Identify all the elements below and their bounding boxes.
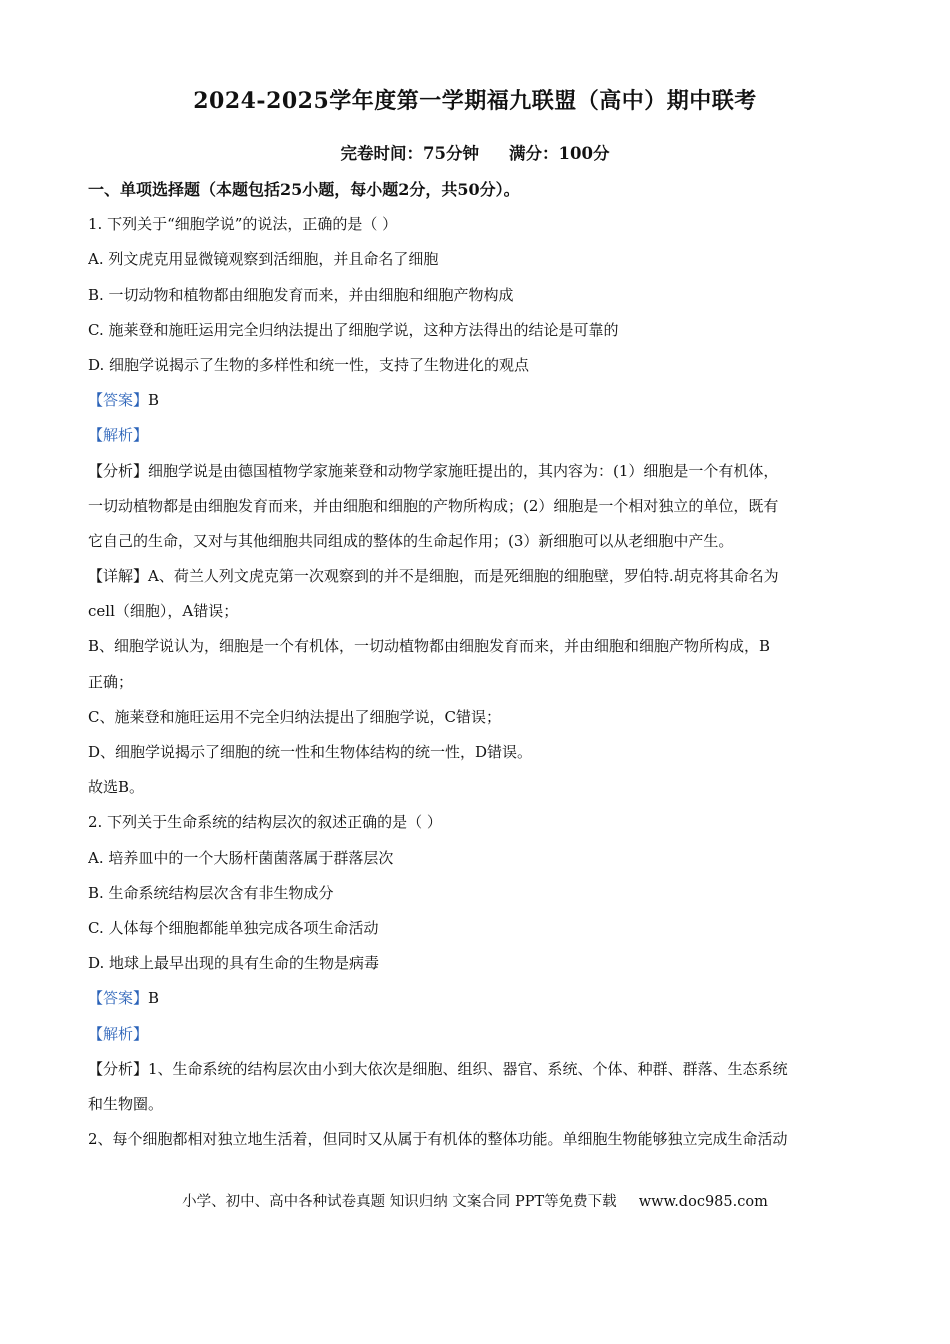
question-2-analysis bbox=[88, 1017, 868, 1052]
question-1-answer bbox=[88, 383, 868, 418]
question-2-fenxi-line-1 bbox=[88, 1052, 868, 1087]
document-body bbox=[88, 172, 868, 1157]
detail-text: A、荷兰人列文虎克第一次观察到的并不是细胞，而是死细胞的细胞壁，罗伯特.胡克将其命名为 bbox=[148, 567, 779, 586]
answer-tag: 【答案】 bbox=[88, 989, 149, 1008]
question-1-conclusion: 故选B。 bbox=[88, 778, 145, 797]
footer-site-link[interactable]: www.doc985.com bbox=[638, 1194, 768, 1210]
question-1-stem: 1. 下列关于“细胞学说”的说法，正确的是（ ） bbox=[88, 215, 398, 234]
analysis-tag: 【解析】 bbox=[88, 426, 149, 445]
question-2-answer bbox=[88, 981, 868, 1016]
answer-value: B bbox=[148, 989, 160, 1008]
question-1-option-d: D. 细胞学说揭示了生物的多样性和统一性，支持了生物进化的观点 bbox=[88, 355, 530, 374]
exam-score-label: 满分：100分 bbox=[509, 144, 610, 163]
question-2-option-d: D. 地球上最早出现的具有生命的生物是病毒 bbox=[88, 954, 380, 973]
question-1-detail-line-5: C、施莱登和施旺运用不完全归纳法提出了细胞学说，C错误； bbox=[88, 707, 501, 726]
page-footer bbox=[0, 1190, 950, 1211]
question-1-option-c: C. 施莱登和施旺运用完全归纳法提出了细胞学说，这种方法得出的结论是可靠的 bbox=[88, 320, 619, 339]
question-1-fenxi-line-2: 一切动植物都是由细胞发育而来，并由细胞和细胞的产物所构成；(2）细胞是一个相对独立的单位，既有 bbox=[88, 496, 779, 515]
question-2-option-c: C. 人体每个细胞都能单独完成各项生命活动 bbox=[88, 918, 379, 937]
question-1-detail-line-2: cell（细胞），A错误； bbox=[88, 602, 239, 621]
detail-tag: 【详解】 bbox=[88, 567, 149, 586]
question-2-option-b: B. 生命系统结构层次含有非生物成分 bbox=[88, 883, 334, 902]
question-1-option-b: B. 一切动物和植物都由细胞发育而来，并由细胞和细胞产物构成 bbox=[88, 285, 514, 304]
question-1-fenxi-line-3: 它自己的生命，又对与其他细胞共同组成的整体的生命起作用；(3）新细胞可以从老细胞中产生。 bbox=[88, 531, 734, 550]
question-2-option-a: A. 培养皿中的一个大肠杆菌菌落属于群落层次 bbox=[88, 848, 394, 867]
exam-time-label: 完卷时间：75分钟 bbox=[340, 144, 479, 163]
analysis-tag: 【解析】 bbox=[88, 1024, 149, 1043]
question-1-detail-line-6: D、细胞学说揭示了细胞的统一性和生物体结构的统一性，D错误。 bbox=[88, 743, 533, 761]
question-2-fenxi-line-3: 2、每个细胞都相对独立地生活着，但同时又从属于有机体的整体功能。单细胞生物能够独立完成生命活动 bbox=[88, 1130, 788, 1149]
page-title: 2024-2025学年度第一学期福九联盟（高中）期中联考 bbox=[193, 88, 757, 114]
section-heading: 一、单项选择题（本题包括25小题，每小题2分，共50分）。 bbox=[88, 180, 520, 199]
answer-tag: 【答案】 bbox=[88, 391, 149, 410]
fenxi-text: 1、生命系统的结构层次由小到大依次是细胞、组织、器官、系统、个体、种群、群落、生态系统 bbox=[148, 1059, 788, 1078]
question-1-option-a: A. 列文虎克用显微镜观察到活细胞，并且命名了细胞 bbox=[88, 250, 439, 269]
question-1-detail-line-1 bbox=[88, 559, 868, 594]
fenxi-text: 细胞学说是由德国植物学家施莱登和动物学家施旺提出的，其内容为：(1）细胞是一个有机体， bbox=[148, 461, 779, 480]
question-2-stem: 2. 下列关于生命系统的结构层次的叙述正确的是（ ） bbox=[88, 813, 442, 832]
question-1-detail-line-3: B、细胞学说认为，细胞是一个有机体，一切动植物都由细胞发育而来，并由细胞和细胞产物所构成，B bbox=[88, 637, 771, 656]
question-1-analysis bbox=[88, 418, 868, 453]
question-1-detail-line-4: 正确； bbox=[88, 672, 134, 691]
fenxi-tag: 【分析】 bbox=[88, 461, 149, 480]
footer-promo-text: 小学、初中、高中各种试卷真题 知识归纳 文案合同 PPT等免费下载 bbox=[182, 1194, 617, 1210]
question-1-fenxi-line-1 bbox=[88, 454, 868, 489]
fenxi-tag: 【分析】 bbox=[88, 1059, 149, 1078]
question-2-fenxi-line-2: 和生物圈。 bbox=[88, 1094, 164, 1113]
exam-info bbox=[0, 140, 950, 164]
answer-value: B bbox=[148, 391, 160, 410]
